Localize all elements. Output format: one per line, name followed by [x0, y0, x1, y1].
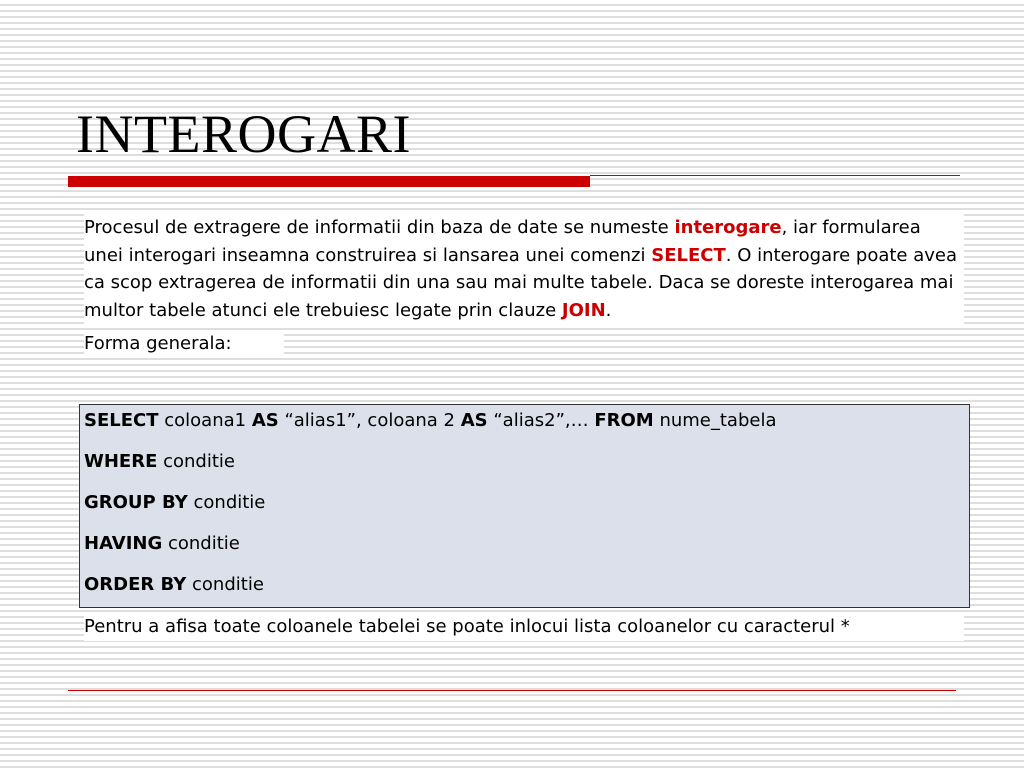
sql-keyword-select: SELECT [84, 410, 159, 431]
sql-line-select [84, 409, 776, 433]
para-text-3: . O interogare poate avea ca scop extragerea de informatii din una sau mai multe tabele. Daca se doreste interogarea mai multor tabele atunci ele trebuiesc legate prin clauze [84, 244, 958, 321]
title-underline-red [68, 176, 590, 187]
sql-keyword-having: HAVING [84, 533, 163, 554]
intro-paragraph [84, 214, 964, 324]
slide-body [84, 214, 984, 357]
forma-generala-label: Forma generala: [84, 330, 284, 357]
sql-line-orderby [84, 573, 264, 597]
keyword-select: SELECT [651, 244, 726, 266]
para-text-2: , iar formularea unei interogari inseamna construirea si lansarea unei comenzi [84, 217, 921, 266]
sql-keyword-as-1: AS [251, 410, 279, 431]
sql-keyword-orderby: ORDER BY [84, 574, 187, 595]
sql-alias2-text: “alias2”,… [487, 410, 595, 431]
sql-keyword-groupby: GROUP BY [84, 492, 188, 513]
sql-keyword-where: WHERE [84, 451, 158, 472]
sql-having-text: conditie [162, 533, 240, 554]
sql-line-where [84, 450, 235, 474]
sql-keyword-from: FROM [594, 410, 654, 431]
title-underline-thin [590, 175, 960, 176]
slide-title: INTEROGARI [76, 104, 411, 164]
sql-line-having [84, 532, 240, 556]
sql-alias1-text: “alias1”, coloana 2 [278, 410, 461, 431]
para-text-1: Procesul de extragere de informatii din baza de date se numeste [84, 217, 675, 238]
sql-where-text: conditie [157, 451, 235, 472]
sql-groupby-text: conditie [187, 492, 266, 513]
footer-note: Pentru a afisa toate coloanele tabelei se poate inlocui lista coloanelor cu caracterul * [84, 613, 964, 641]
sql-orderby-text: conditie [186, 574, 264, 595]
sql-select-col1: coloana1 [158, 410, 252, 431]
sql-line-groupby [84, 491, 265, 515]
keyword-join: JOIN [561, 299, 606, 321]
sql-keyword-as-2: AS [460, 410, 488, 431]
para-text-4: . [605, 299, 612, 321]
keyword-interogare: interogare [674, 217, 782, 238]
sql-from-table: nume_tabela [653, 410, 777, 431]
bottom-divider [68, 690, 956, 691]
sql-syntax-box [79, 404, 970, 608]
